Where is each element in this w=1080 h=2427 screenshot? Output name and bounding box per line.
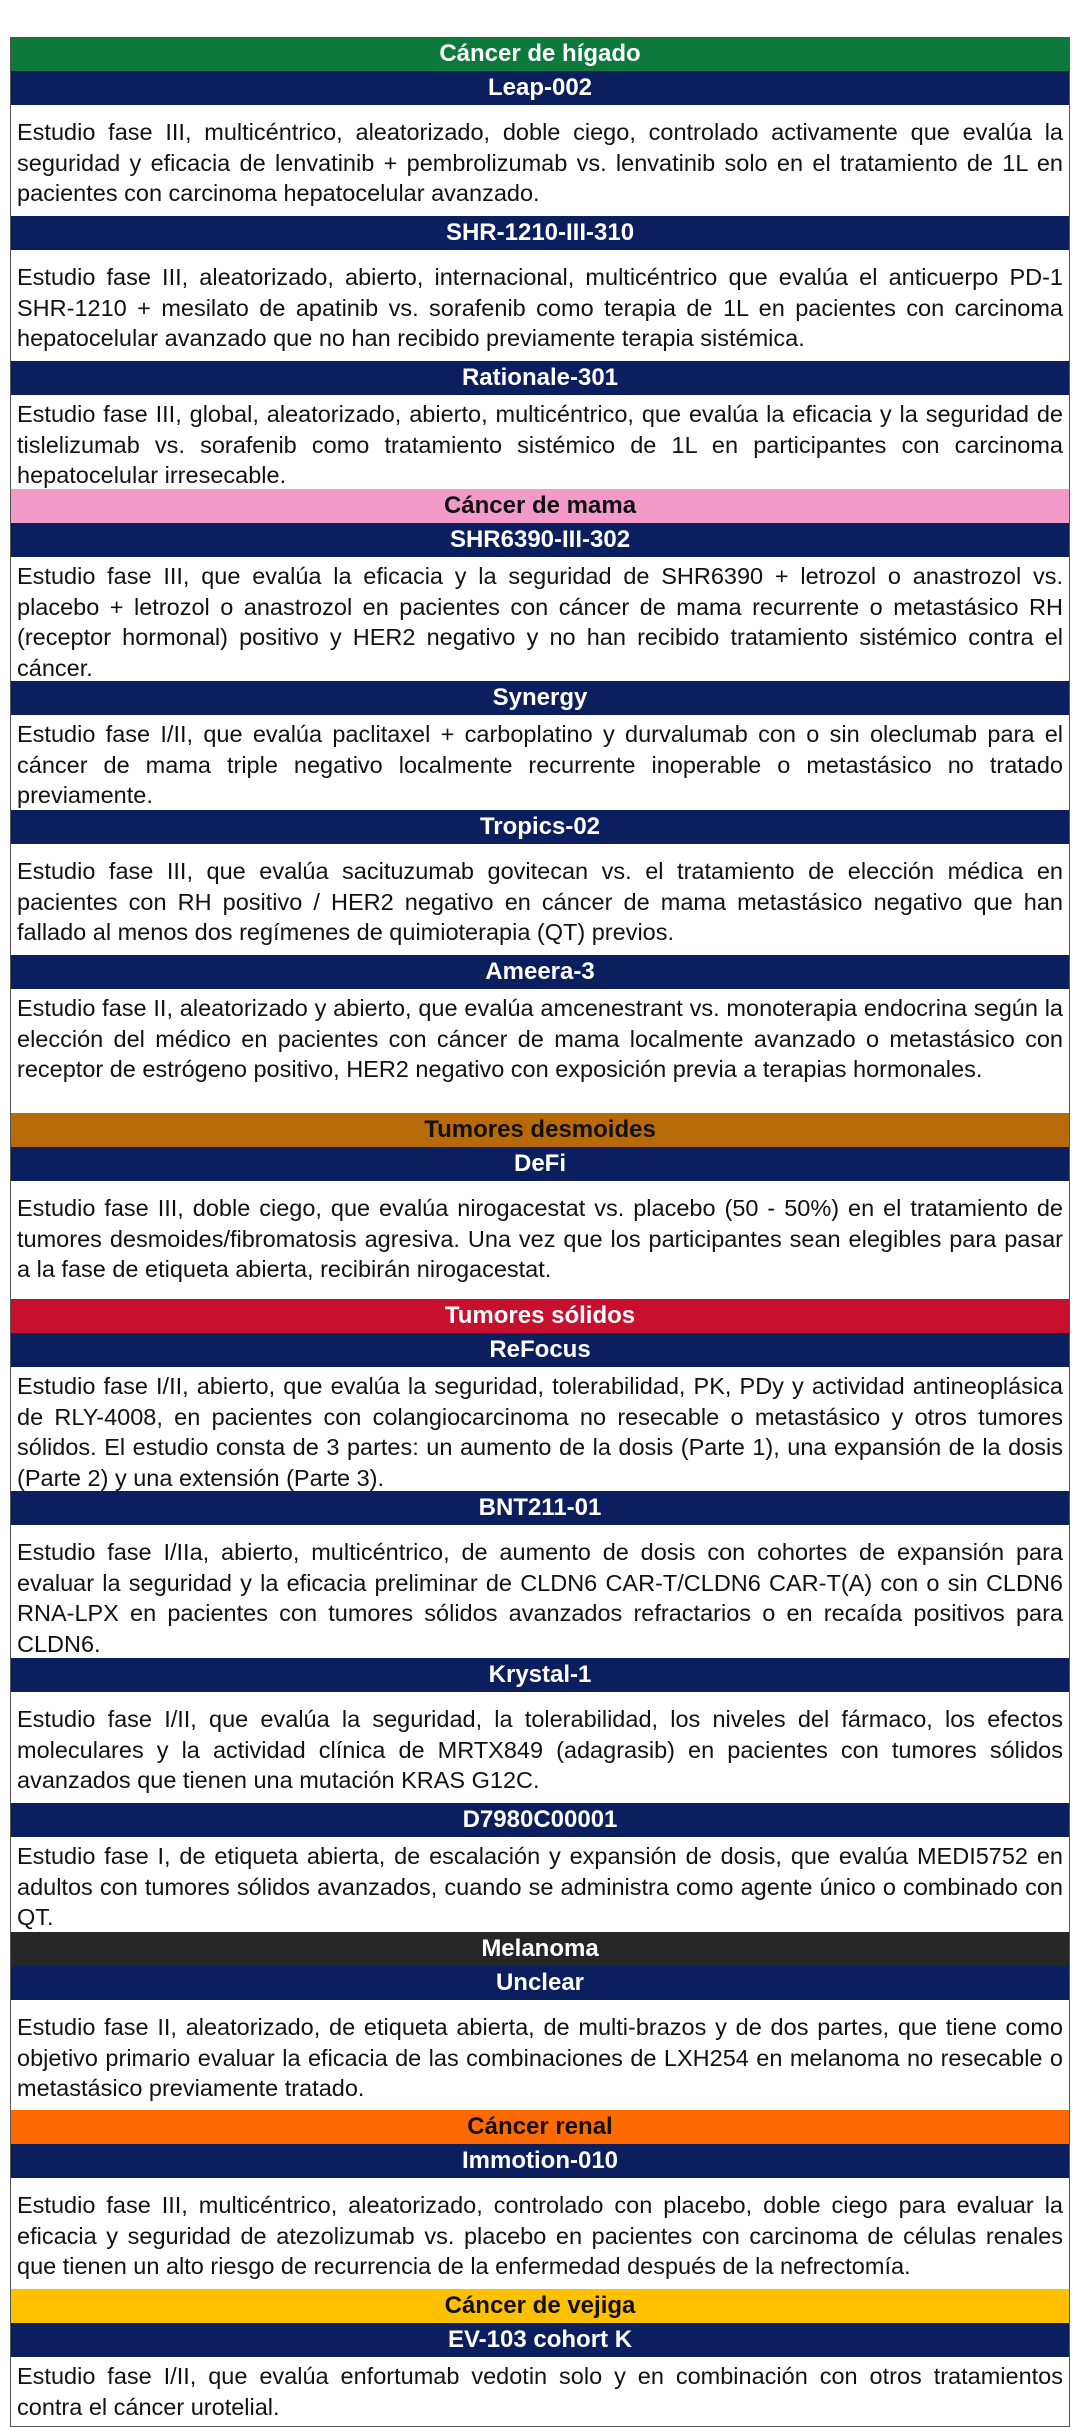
trial-description: Estudio fase III, global, aleatorizado, abierto, multicéntrico, que evalúa la eficacia y la seguridad de tislelizumab vs. sorafenib como tratamiento sistémico de 1L en participantes con carcinoma hepatocelular irresecable. [17,401,1063,488]
category-header-renal: Cáncer renal [11,2110,1069,2144]
trial-name: EV-103 cohort K [11,2323,1069,2357]
trial-name: Tropics-02 [11,810,1069,844]
trial-name: SHR-1210-III-310 [11,216,1069,250]
trial-description: Estudio fase I/II, que evalúa la seguridad, la tolerabilidad, los niveles del fármaco, los efectos moleculares y la actividad clínica de MRTX849 (adagrasib) en pacientes con tumores sólidos avanzados que tienen una mutación KRAS G12C. [17,1706,1063,1793]
trial-name: Leap-002 [11,71,1069,105]
category-header-melanoma: Melanoma [11,1932,1069,1966]
trial-description: Estudio fase III, que evalúa la eficacia y la seguridad de SHR6390 + letrozol o anastrozol vs. placebo + letrozol o anastrozol en pacientes con cáncer de mama recurrente o metastásico RH (receptor hormonal) positivo y HER2 negativo y no han recibido tratamiento sistémico contra el cáncer. [17,563,1063,681]
clinical-trials-table [10,37,1070,2427]
trial-description: Estudio fase III, que evalúa sacituzumab govitecan vs. el tratamiento de elección médica en pacientes con RH positivo / HER2 negativo en cáncer de mama metastásico negativo que han fallado al menos dos regímenes de quimioterapia (QT) previos. [17,858,1063,945]
trial-description: Estudio fase III, multicéntrico, aleatorizado, controlado con placebo, doble ciego para evaluar la eficacia y seguridad de atezolizumab vs. placebo en pacientes con carcinoma de células renales que tienen un alto riesgo de recurrencia de la enfermedad después de la nefrectomía. [17,2192,1063,2279]
trial-description: Estudio fase I, de etiqueta abierta, de escalación y expansión de dosis, que evalúa MEDI5752 en adultos con tumores sólidos avanzados, cuando se administra como agente único o combinado con QT. [17,1843,1063,1930]
trial-description: Estudio fase II, aleatorizado y abierto, que evalúa amcenestrant vs. monoterapia endocrina según la elección del médico en pacientes con cáncer de mama localmente avanzado o metastásico con receptor de estrógeno positivo, HER2 negativo con exposición previa a terapias hormonales. [17,995,1063,1082]
trial-description: Estudio fase I/II, abierto, que evalúa la seguridad, tolerabilidad, PK, PDy y actividad antineoplásica de RLY-4008, en pacientes con colangiocarcinoma no resecable o metastásico y otros tumores sólidos. El estudio consta de 3 partes: un aumento de la dosis (Parte 1), una expansión de la dosis (Parte 2) y una extensión (Parte 3). [17,1373,1063,1491]
trial-name: Rationale-301 [11,361,1069,395]
trial-name: D7980C00001 [11,1803,1069,1837]
trial-description: Estudio fase II, aleatorizado, de etiqueta abierta, de multi-brazos y de dos partes, que tiene como objetivo primario evaluar la eficacia de las combinaciones de LXH254 en melanoma no resecable o metastásico previamente tratado. [17,2014,1063,2101]
trial-name: Immotion-010 [11,2144,1069,2178]
category-header-bladder: Cáncer de vejiga [11,2289,1069,2323]
trial-description: Estudio fase III, doble ciego, que evalúa nirogacestat vs. placebo (50 - 50%) en el tratamiento de tumores desmoides/fibromatosis agresiva. Una vez que los participantes sean elegibles para pasar a la fase de etiqueta abierta, recibirán nirogacestat. [17,1195,1063,1282]
category-header-breast: Cáncer de mama [11,489,1069,523]
trial-description: Estudio fase III, aleatorizado, abierto, internacional, multicéntrico que evalúa el anticuerpo PD-1 SHR-1210 + mesilato de apatinib vs. sorafenib como terapia de 1L en pacientes con carcinoma hepatocelular avanzado que no han recibido previamente terapia sistémica. [17,264,1063,351]
trial-name: DeFi [11,1147,1069,1181]
trial-name: Ameera-3 [11,955,1069,989]
trial-name: Krystal-1 [11,1658,1069,1692]
trial-description: Estudio fase I/II, que evalúa enfortumab vedotin solo y en combinación con otros tratamientos contra el cáncer urotelial. [17,2363,1063,2420]
category-header-desmoid: Tumores desmoides [11,1113,1069,1147]
trial-name: ReFocus [11,1333,1069,1367]
trial-description: Estudio fase III, multicéntrico, aleatorizado, doble ciego, controlado activamente que evalúa la seguridad y eficacia de lenvatinib + pembrolizumab vs. lenvatinib solo en el tratamiento de 1L en pacientes con carcinoma hepatocelular avanzado. [17,119,1063,206]
trial-name: Unclear [11,1966,1069,2000]
trial-name: BNT211-01 [11,1491,1069,1525]
trial-description: Estudio fase I/II, que evalúa paclitaxel + carboplatino y durvalumab con o sin oleclumab para el cáncer de mama triple negativo localmente recurrente inoperable o metastásico no tratado previamente. [17,721,1063,808]
category-header-solid: Tumores sólidos [11,1299,1069,1333]
trial-description: Estudio fase I/IIa, abierto, multicéntrico, de aumento de dosis con cohortes de expansión para evaluar la seguridad y la eficacia preliminar de CLDN6 CAR-T/CLDN6 CAR-T(A) con o sin CLDN6 RNA-LPX en pacientes con tumores sólidos avanzados refractarios o en recaída positivos para CLDN6. [17,1539,1063,1657]
trial-name: SHR6390-III-302 [11,523,1069,557]
trial-name: Synergy [11,681,1069,715]
category-header-liver: Cáncer de hígado [11,37,1069,71]
